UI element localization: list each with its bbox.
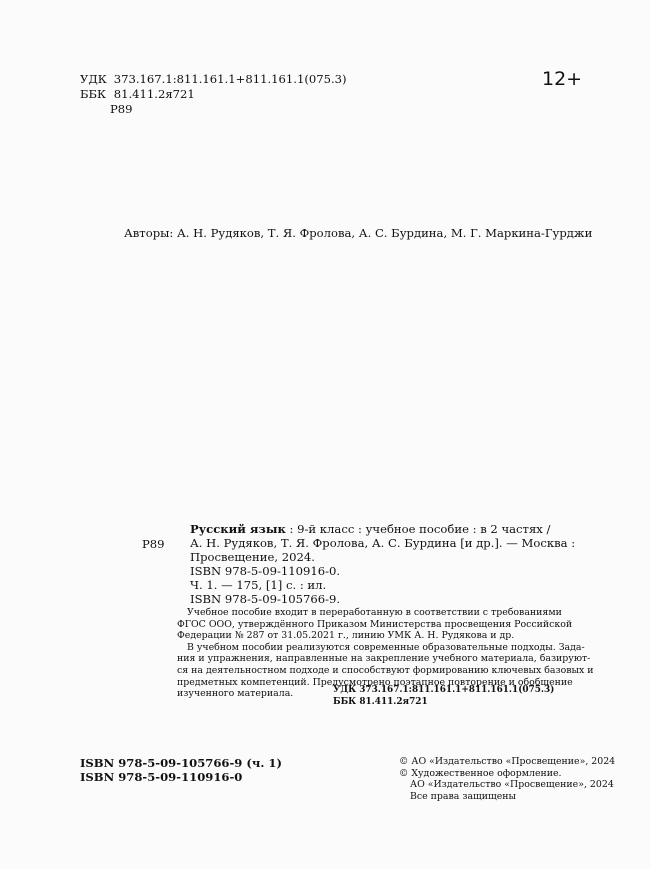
annotation-1-line-2: ФГОС ООО, утверждённого Приказом Министерства просвещения Российской bbox=[177, 618, 573, 630]
copyright-line-2: © Художественное оформление. bbox=[399, 767, 562, 779]
annotation-1-line-3: Федерации № 287 от 31.05.2021 г., линию УМК А. Н. Рудякова и др. bbox=[177, 630, 515, 642]
catalog-title: Русский язык bbox=[190, 522, 286, 536]
catalog-isbn-part: ISBN 978-5-09-105766-9. bbox=[190, 592, 341, 606]
annotation-1-line-1: Учебное пособие входит в переработанную в соответствии с требованиями bbox=[187, 607, 562, 618]
footer-isbn-2: ISBN 978-5-09-110916-0 bbox=[80, 770, 243, 784]
annotation-2-line-1: В учебном пособии реализуются современные образовательные подходы. Зада- bbox=[187, 641, 585, 653]
catalog-line-2: А. Н. Рудяков, Т. Я. Фролова, А. С. Бурдина [и др.]. — Москва : bbox=[190, 536, 576, 550]
catalog-code: Р89 bbox=[142, 537, 165, 551]
authors-line: Авторы: А. Н. Рудяков, Т. Я. Фролова, А. С. Бурдина, М. Г. Маркина-Гурджи bbox=[124, 226, 593, 240]
catalog-line-3: Просвещение, 2024. bbox=[190, 550, 315, 564]
catalog-part-info: Ч. 1. — 175, [1] с. : ил. bbox=[190, 578, 327, 592]
catalog-udk-bottom: УДК 373.167.1:811.161.1+811.161.1(075.3) bbox=[333, 685, 555, 695]
catalog-line-1: : 9-й класс : учебное пособие : в 2 частях / bbox=[285, 522, 551, 536]
catalog-title-line bbox=[190, 522, 576, 606]
annotation-2-line-4: предметных компетенций. Предусмотрено поэтапное повторение и обобщение bbox=[177, 676, 573, 688]
catalog-bbk-bottom: ББК 81.411.2я721 bbox=[333, 696, 428, 707]
catalog-classification bbox=[333, 685, 555, 708]
footer-isbn bbox=[80, 756, 282, 784]
age-rating: 12+ bbox=[542, 68, 583, 90]
catalog-title-row bbox=[190, 522, 551, 536]
copyright-line-1: © АО «Издательство «Просвещение», 2024 bbox=[399, 756, 616, 767]
bbk-value: 81.411.2я721 bbox=[113, 87, 195, 101]
annotation-2-line-3: ся на деятельностном подходе и способствуют формированию ключевых базовых и bbox=[177, 664, 594, 676]
udk-value: 373.167.1:811.161.1+811.161.1(075.3) bbox=[113, 72, 347, 86]
annotation-2-line-2: ния и упражнения, направленные на закрепление учебного материала, базируют- bbox=[177, 653, 591, 665]
bbk-line bbox=[80, 87, 195, 101]
header-code: Р89 bbox=[110, 102, 133, 116]
copyright-block bbox=[399, 756, 615, 802]
udk-line bbox=[80, 72, 347, 86]
annotation-2-line-5: изученного материала. bbox=[177, 688, 294, 700]
footer-isbn-1: ISBN 978-5-09-105766-9 (ч. 1) bbox=[80, 756, 282, 770]
udk-tag: УДК bbox=[80, 72, 107, 86]
copyright-line-4: Все права защищены bbox=[410, 790, 516, 802]
copyright-line-3: АО «Издательство «Просвещение», 2024 bbox=[410, 779, 614, 791]
catalog-isbn-general: ISBN 978-5-09-110916-0. bbox=[190, 564, 341, 578]
bbk-tag: ББК bbox=[80, 87, 107, 101]
